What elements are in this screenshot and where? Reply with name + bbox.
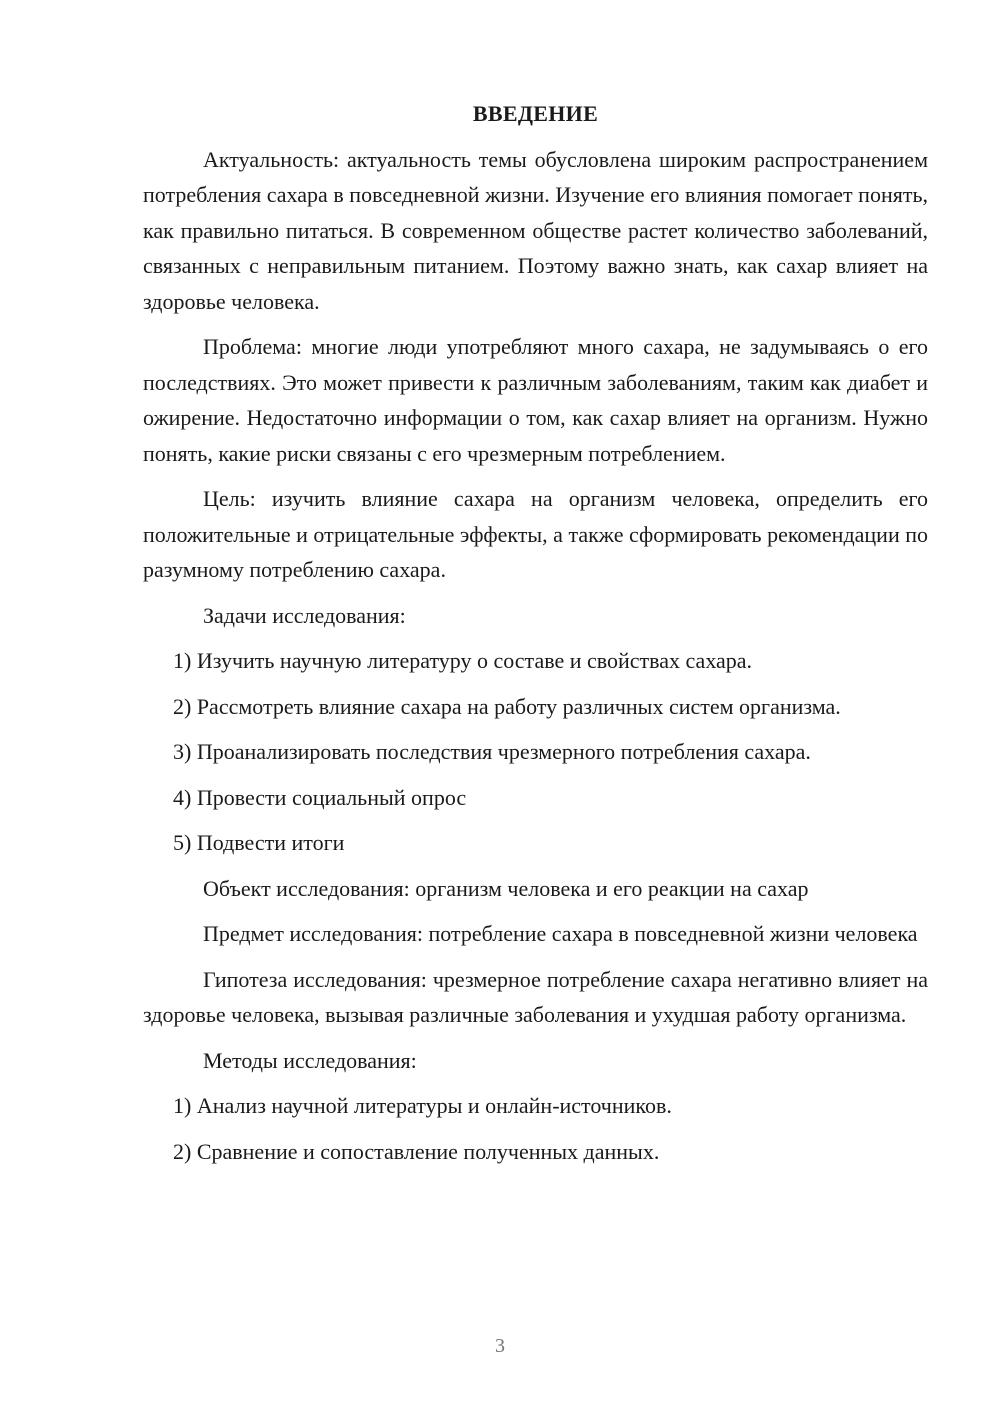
tasks-heading: Задачи исследования: [203,602,406,628]
object-paragraph: Объект исследования: организм человека и его реакции на сахар [203,875,809,901]
task-item: 4) Провести социальный опрос [173,784,467,810]
methods-heading: Методы исследования: [203,1047,417,1073]
goal-paragraph: Цель: изучить влияние сахара на организм человека, определить его положительные и отрицательные эффекты, а также сформировать рекомендации по разумному потреблению сахара. [143,486,928,582]
method-item: 2) Сравнение и сопоставление полученных данных. [173,1138,660,1164]
hypothesis-paragraph: Гипотеза исследования: чрезмерное потребление сахара негативно влияет на здоровье человека, вызывая различные заболевания и ухудшая работу организма. [143,966,928,1027]
section-title: ВВЕДЕНИЕ [472,101,599,126]
method-item: 1) Анализ научной литературы и онлайн-источников. [173,1093,672,1118]
document-page [143,96,928,1179]
task-item: 1) Изучить научную литературу о составе и свойствах сахара. [173,648,753,673]
page-number: 3 [495,1335,505,1357]
actuality-paragraph: Актуальность: актуальность темы обусловлена широким распространением потребления сахара в повседневной жизни. Изучение его влияния помогает понять, как правильно питаться. В современном обществе растет количество заболеваний, связанных с неправильным питанием. Поэтому важно знать, как сахар влияет на здоровье человека. [143,146,928,314]
task-item: 3) Проанализировать последствия чрезмерного потребления сахара. [173,739,811,764]
subject-paragraph: Предмет исследования: потребление сахара в повседневной жизни человека [203,921,918,946]
task-item: 5) Подвести итоги [173,830,345,855]
problem-paragraph: Проблема: многие люди употребляют много сахара, не задумываясь о его последствиях. Это может привести к различным заболеваниям, таким как диабет и ожирение. Недостаточно информации о том, как сахар влияет на организм. Нужно понять, какие риски связаны с его чрезмерным потреблением. [143,334,928,466]
task-item: 2) Рассмотреть влияние сахара на работу различных систем организма. [173,693,841,719]
